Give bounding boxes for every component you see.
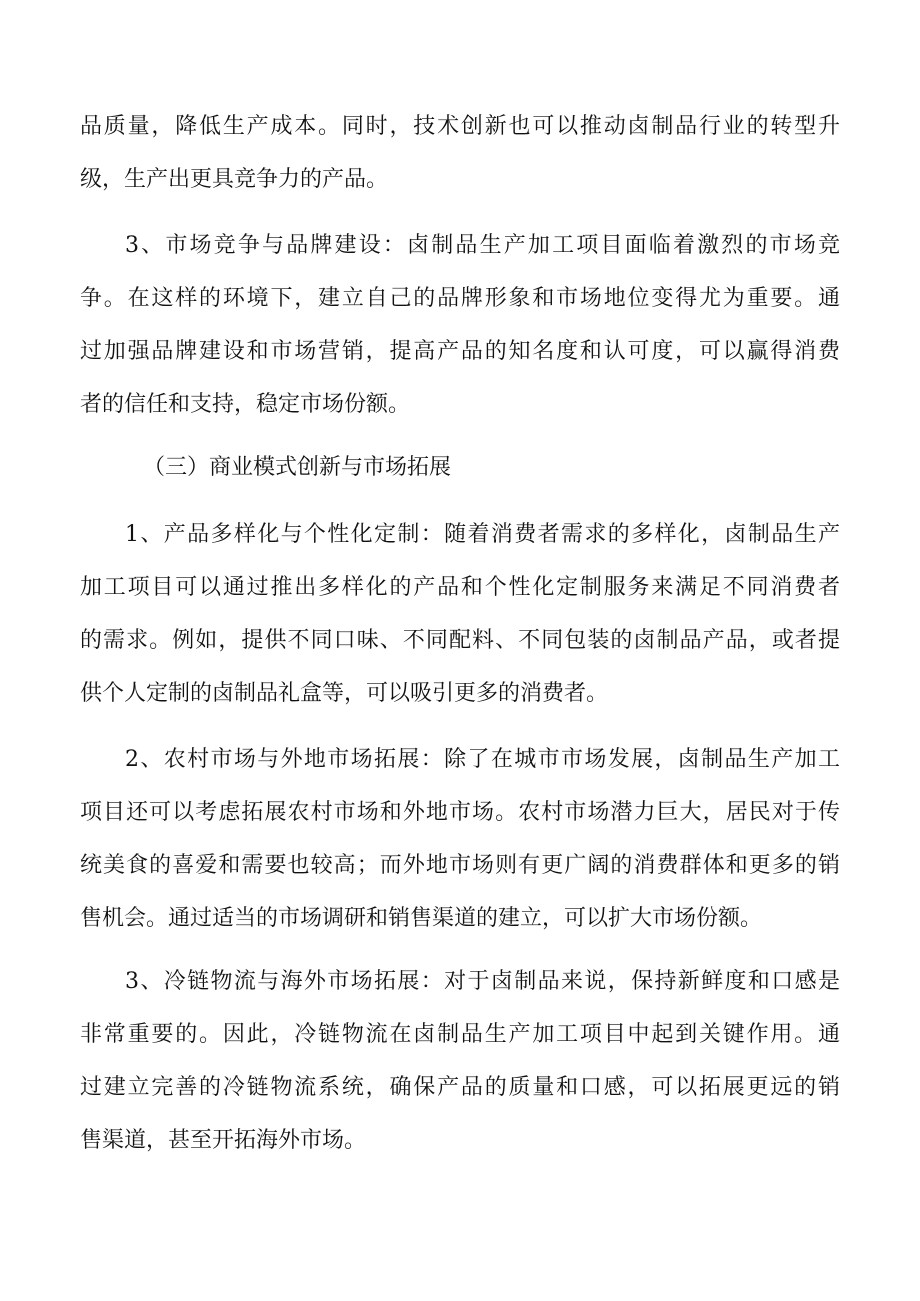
paragraph-line: 的需求。例如，提供不同口味、不同配料、不同包装的卤制品产品，或者提 (80, 628, 840, 653)
paragraph-line: 供个人定制的卤制品礼盒等，可以吸引更多的消费者。 (80, 681, 609, 706)
paragraph-line: 争。在这样的环境下，建立自己的品牌形象和市场地位变得尤为重要。通 (80, 286, 840, 311)
section-heading: （三）商业模式创新与市场拓展 (143, 455, 452, 480)
paragraph-line: 者的信任和支持，稳定市场份额。 (80, 392, 411, 417)
paragraph-line: 2、农村市场与外地市场拓展：除了在城市市场发展，卤制品生产加工 (125, 747, 840, 772)
paragraph-line: 过建立完善的冷链物流系统，确保产品的质量和口感，可以拓展更远的销 (80, 1075, 840, 1100)
paragraph-line: 加工项目可以通过推出多样化的产品和个性化定制服务来满足不同消费者 (80, 575, 840, 600)
paragraph-line: 售机会。通过适当的市场调研和销售渠道的建立，可以扩大市场份额。 (80, 906, 763, 931)
paragraph-line: 项目还可以考虑拓展农村市场和外地市场。农村市场潜力巨大，居民对于传 (80, 800, 840, 825)
paragraph-line: 统美食的喜爱和需要也较高；而外地市场则有更广阔的消费群体和更多的销 (80, 853, 840, 878)
paragraph-line: 1、产品多样化与个性化定制：随着消费者需求的多样化，卤制品生产 (125, 522, 840, 547)
paragraph-line: 级，生产出更具竞争力的产品。 (80, 167, 389, 192)
paragraph-line: 过加强品牌建设和市场营销，提高产品的知名度和认可度，可以赢得消费 (80, 339, 840, 364)
paragraph-line: 3、冷链物流与海外市场拓展：对于卤制品来说，保持新鲜度和口感是 (125, 969, 840, 994)
paragraph-line: 3、市场竞争与品牌建设：卤制品生产加工项目面临着激烈的市场竞 (125, 233, 840, 258)
paragraph-line: 非常重要的。因此，冷链物流在卤制品生产加工项目中起到关键作用。通 (80, 1022, 840, 1047)
paragraph-line: 售渠道，甚至开拓海外市场。 (80, 1128, 367, 1153)
paragraph-line: 品质量，降低生产成本。同时，技术创新也可以推动卤制品行业的转型升 (80, 114, 840, 139)
